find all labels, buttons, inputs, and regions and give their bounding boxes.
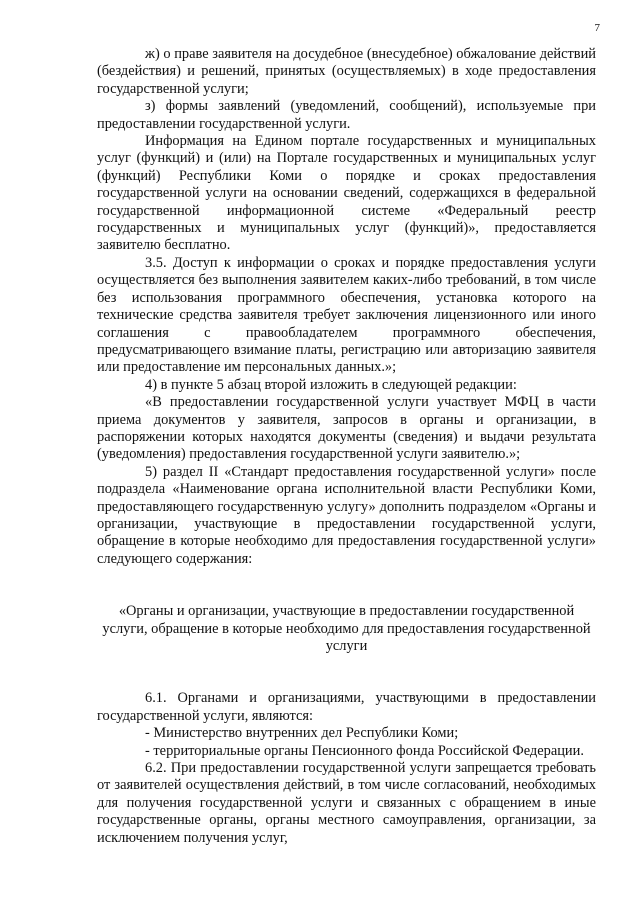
paragraph-3-5: 3.5. Доступ к информации о сроках и порядке предоставления услуги осуществляется без выполнения заявителем каких-либо требований, в том числе без использования программного обеспечения, установка которого на технические средства заявителя требует заключения лицензионного или иного соглашения с правообладателем программного обеспечения, предусматривающего взимание платы, регистрацию или авторизацию заявителя или предоставление им персональных данных.»;	[97, 254, 596, 376]
paragraph-6-2: 6.2. При предоставлении государственной услуги запрещается требовать от заявителей осуществления действий, в том числе согласований, необходимых для получения государственной услуги и связанных с обращением в иные государственные органы, органы местного самоуправления, организации, за исключением получения услуг,	[97, 760, 596, 846]
paragraph-item-zh: ж) о праве заявителя на досудебное (внесудебное) обжалование действий (бездействия) и решений, принятых (осуществляемых) в ходе предоставления государственной услуги;	[97, 46, 596, 97]
paragraph-item-4: 4) в пункте 5 абзац второй изложить в следующей редакции:	[145, 376, 517, 393]
section-heading: «Органы и организации, участвующие в предоставлении государственной услуги, обращение в которые необходимо для предоставления государственной услуги	[102, 603, 591, 654]
paragraph-item-z: з) формы заявлений (уведомлений, сообщений), используемые при предоставлении государственной услуги.	[97, 98, 596, 132]
paragraph-6-1: 6.1. Органами и организациями, участвующими в предоставлении государственной услуги, являются:	[97, 690, 596, 724]
paragraph-portal-info: Информация на Едином портале государственных и муниципальных услуг (функций) и (или) на Портале государственных и муниципальных услуг (функций) Республики Коми о порядке и сроках предоставления государственной услуги на основании сведений, содержащихся в федеральной государственной информационной системе «Федеральный реестр государственных и муниципальных услуг (функций)», предоставляется заявителю бесплатно.	[97, 133, 596, 254]
paragraph-mfc-quote: «В предоставлении государственной услуги участвует МФЦ в части приема документов у заявителя, запросов в органы и организации, в распоряжении которых находятся документы (сведения) и выдачи результата (уведомления) предоставления государственной услуги заявителю.»;	[97, 394, 596, 463]
document-body	[97, 46, 596, 847]
paragraph-item-5: 5) раздел II «Стандарт предоставления государственной услуги» после подраздела «Наименование органа исполнительной власти Республики Коми, предоставляющего государственную услугу» дополнить подразделом «Органы и организации, участвующие в предоставлении государственной услуги, обращение в которые необходимо для предоставления государственной услуги» следующего содержания:	[97, 463, 596, 567]
list-item-mvd: - Министерство внутренних дел Республики Коми;	[145, 725, 459, 742]
page-number: 7	[594, 22, 600, 34]
list-item-pension-fund: - территориальные органы Пенсионного фонда Российской Федерации.	[145, 742, 584, 759]
